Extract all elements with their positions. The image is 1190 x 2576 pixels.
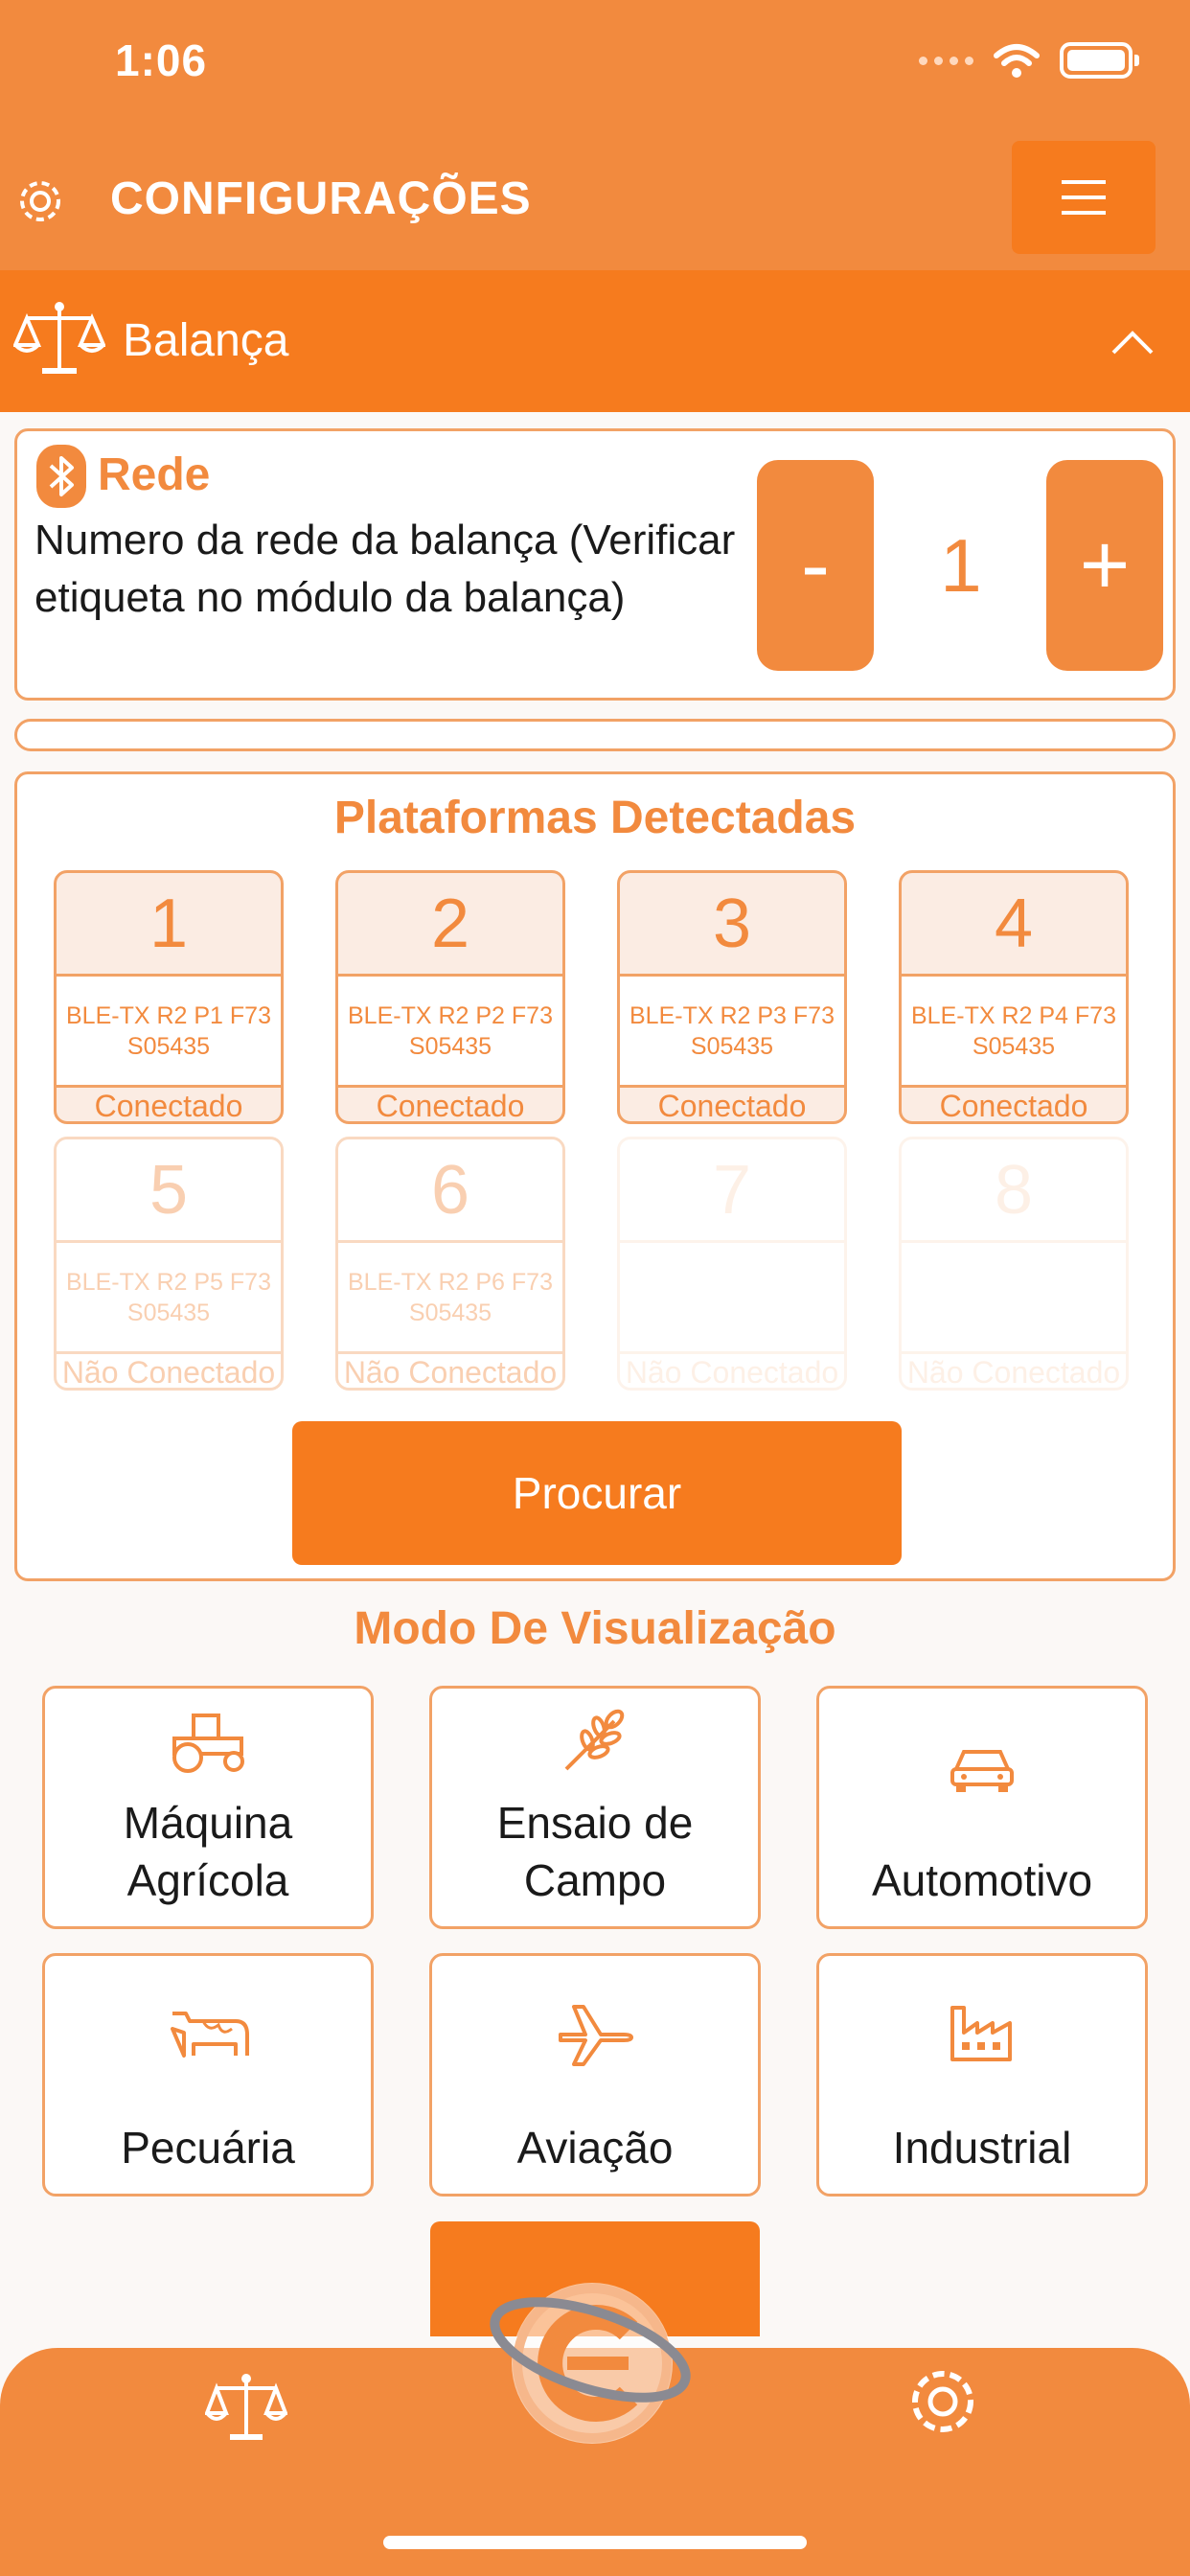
platform-tile[interactable]	[617, 870, 847, 1124]
rede-title: Rede	[98, 449, 211, 500]
platform-number: 4	[902, 873, 1126, 977]
platform-status: Não Conectado	[902, 1354, 1126, 1391]
increment-button[interactable]: +	[1046, 460, 1163, 671]
car-icon	[949, 1746, 1016, 1794]
platform-status: Não Conectado	[338, 1354, 562, 1391]
mode-label: Máquina Agrícola	[123, 1798, 293, 1905]
section-title: Balança	[123, 315, 289, 366]
platform-name	[902, 1243, 1126, 1354]
platform-status: Não Conectado	[620, 1354, 844, 1391]
platform-number: 7	[620, 1139, 844, 1243]
home-indicator	[383, 2536, 807, 2549]
platform-name: BLE-TX R2 P1 F73 S05435	[57, 977, 281, 1088]
platforms-title: Plataformas Detectadas	[333, 793, 857, 843]
platform-name: BLE-TX R2 P6 F73 S05435	[338, 1243, 562, 1354]
mode-label: Pecuária	[121, 2123, 295, 2173]
cow-icon	[165, 2004, 251, 2061]
platforms-card	[14, 771, 1176, 1581]
gear-icon[interactable]	[904, 2363, 981, 2440]
mode-aviacao[interactable]	[429, 1953, 761, 2196]
rede-card	[14, 428, 1176, 701]
mode-label: Aviação	[516, 2123, 674, 2173]
wheat-icon	[557, 1708, 633, 1775]
platform-name: BLE-TX R2 P3 F73 S05435	[620, 977, 844, 1088]
platform-name: BLE-TX R2 P5 F73 S05435	[57, 1243, 281, 1354]
platform-tile[interactable]	[54, 1137, 284, 1391]
tractor-icon	[165, 1708, 251, 1775]
decrement-button[interactable]: -	[757, 460, 874, 671]
empty-bar	[14, 719, 1176, 751]
platform-tile[interactable]	[617, 1137, 847, 1391]
search-button[interactable]: Procurar	[292, 1421, 902, 1565]
mode-automotivo[interactable]	[816, 1686, 1148, 1929]
mode-label: Automotivo	[871, 1855, 1093, 1905]
mode-pecuaria[interactable]	[42, 1953, 374, 2196]
platform-tile[interactable]	[335, 870, 565, 1124]
gear-icon[interactable]	[15, 176, 65, 226]
page-title: CONFIGURAÇÕES	[110, 173, 532, 224]
network-number-value: 1	[940, 522, 982, 608]
chevron-up-icon[interactable]	[1111, 330, 1154, 355]
platform-number: 1	[57, 873, 281, 977]
airplane-icon	[557, 2004, 633, 2071]
mode-ensaio-de-campo[interactable]	[429, 1686, 761, 1929]
platform-tile[interactable]	[54, 870, 284, 1124]
platform-number: 3	[620, 873, 844, 977]
platform-status: Conectado	[939, 1088, 1088, 1123]
platform-tile[interactable]	[335, 1137, 565, 1391]
platform-tile[interactable]	[899, 1137, 1129, 1391]
platform-status: Conectado	[376, 1088, 525, 1123]
status-time: 1:06	[115, 35, 208, 85]
platform-status: Não Conectado	[57, 1354, 281, 1391]
factory-icon	[949, 2004, 1016, 2063]
menu-button[interactable]	[1012, 141, 1156, 254]
platform-number: 5	[57, 1139, 281, 1243]
logo-icon[interactable]	[485, 2273, 698, 2450]
status-indicators	[919, 42, 1133, 79]
hamburger-menu-icon	[1062, 180, 1106, 215]
platform-number: 6	[338, 1139, 562, 1243]
wifi-icon	[993, 42, 1041, 79]
scale-icon[interactable]	[205, 2371, 287, 2444]
platform-tile[interactable]	[899, 870, 1129, 1124]
mode-industrial[interactable]	[816, 1953, 1148, 2196]
mode-label: Ensaio de Campo	[496, 1798, 694, 1905]
signal-icon	[919, 57, 973, 65]
app-header	[0, 0, 1190, 270]
battery-icon	[1060, 42, 1133, 79]
mode-maquina-agricola[interactable]	[42, 1686, 374, 1929]
platform-number: 2	[338, 873, 562, 977]
platform-status: Conectado	[94, 1088, 243, 1123]
platform-name: BLE-TX R2 P4 F73 S05435	[902, 977, 1126, 1088]
platform-name: BLE-TX R2 P2 F73 S05435	[338, 977, 562, 1088]
platform-status: Conectado	[657, 1088, 807, 1123]
scale-icon	[13, 299, 105, 380]
bluetooth-icon	[36, 445, 86, 508]
platform-name	[620, 1243, 844, 1354]
mode-label: Industrial	[892, 2123, 1072, 2173]
view-mode-title: Modo De Visualização	[354, 1603, 836, 1654]
section-header-balanca[interactable]	[0, 270, 1190, 412]
platform-number: 8	[902, 1139, 1126, 1243]
rede-description: Numero da rede da balança (Verificar etiqueta no módulo da balança)	[34, 517, 736, 621]
